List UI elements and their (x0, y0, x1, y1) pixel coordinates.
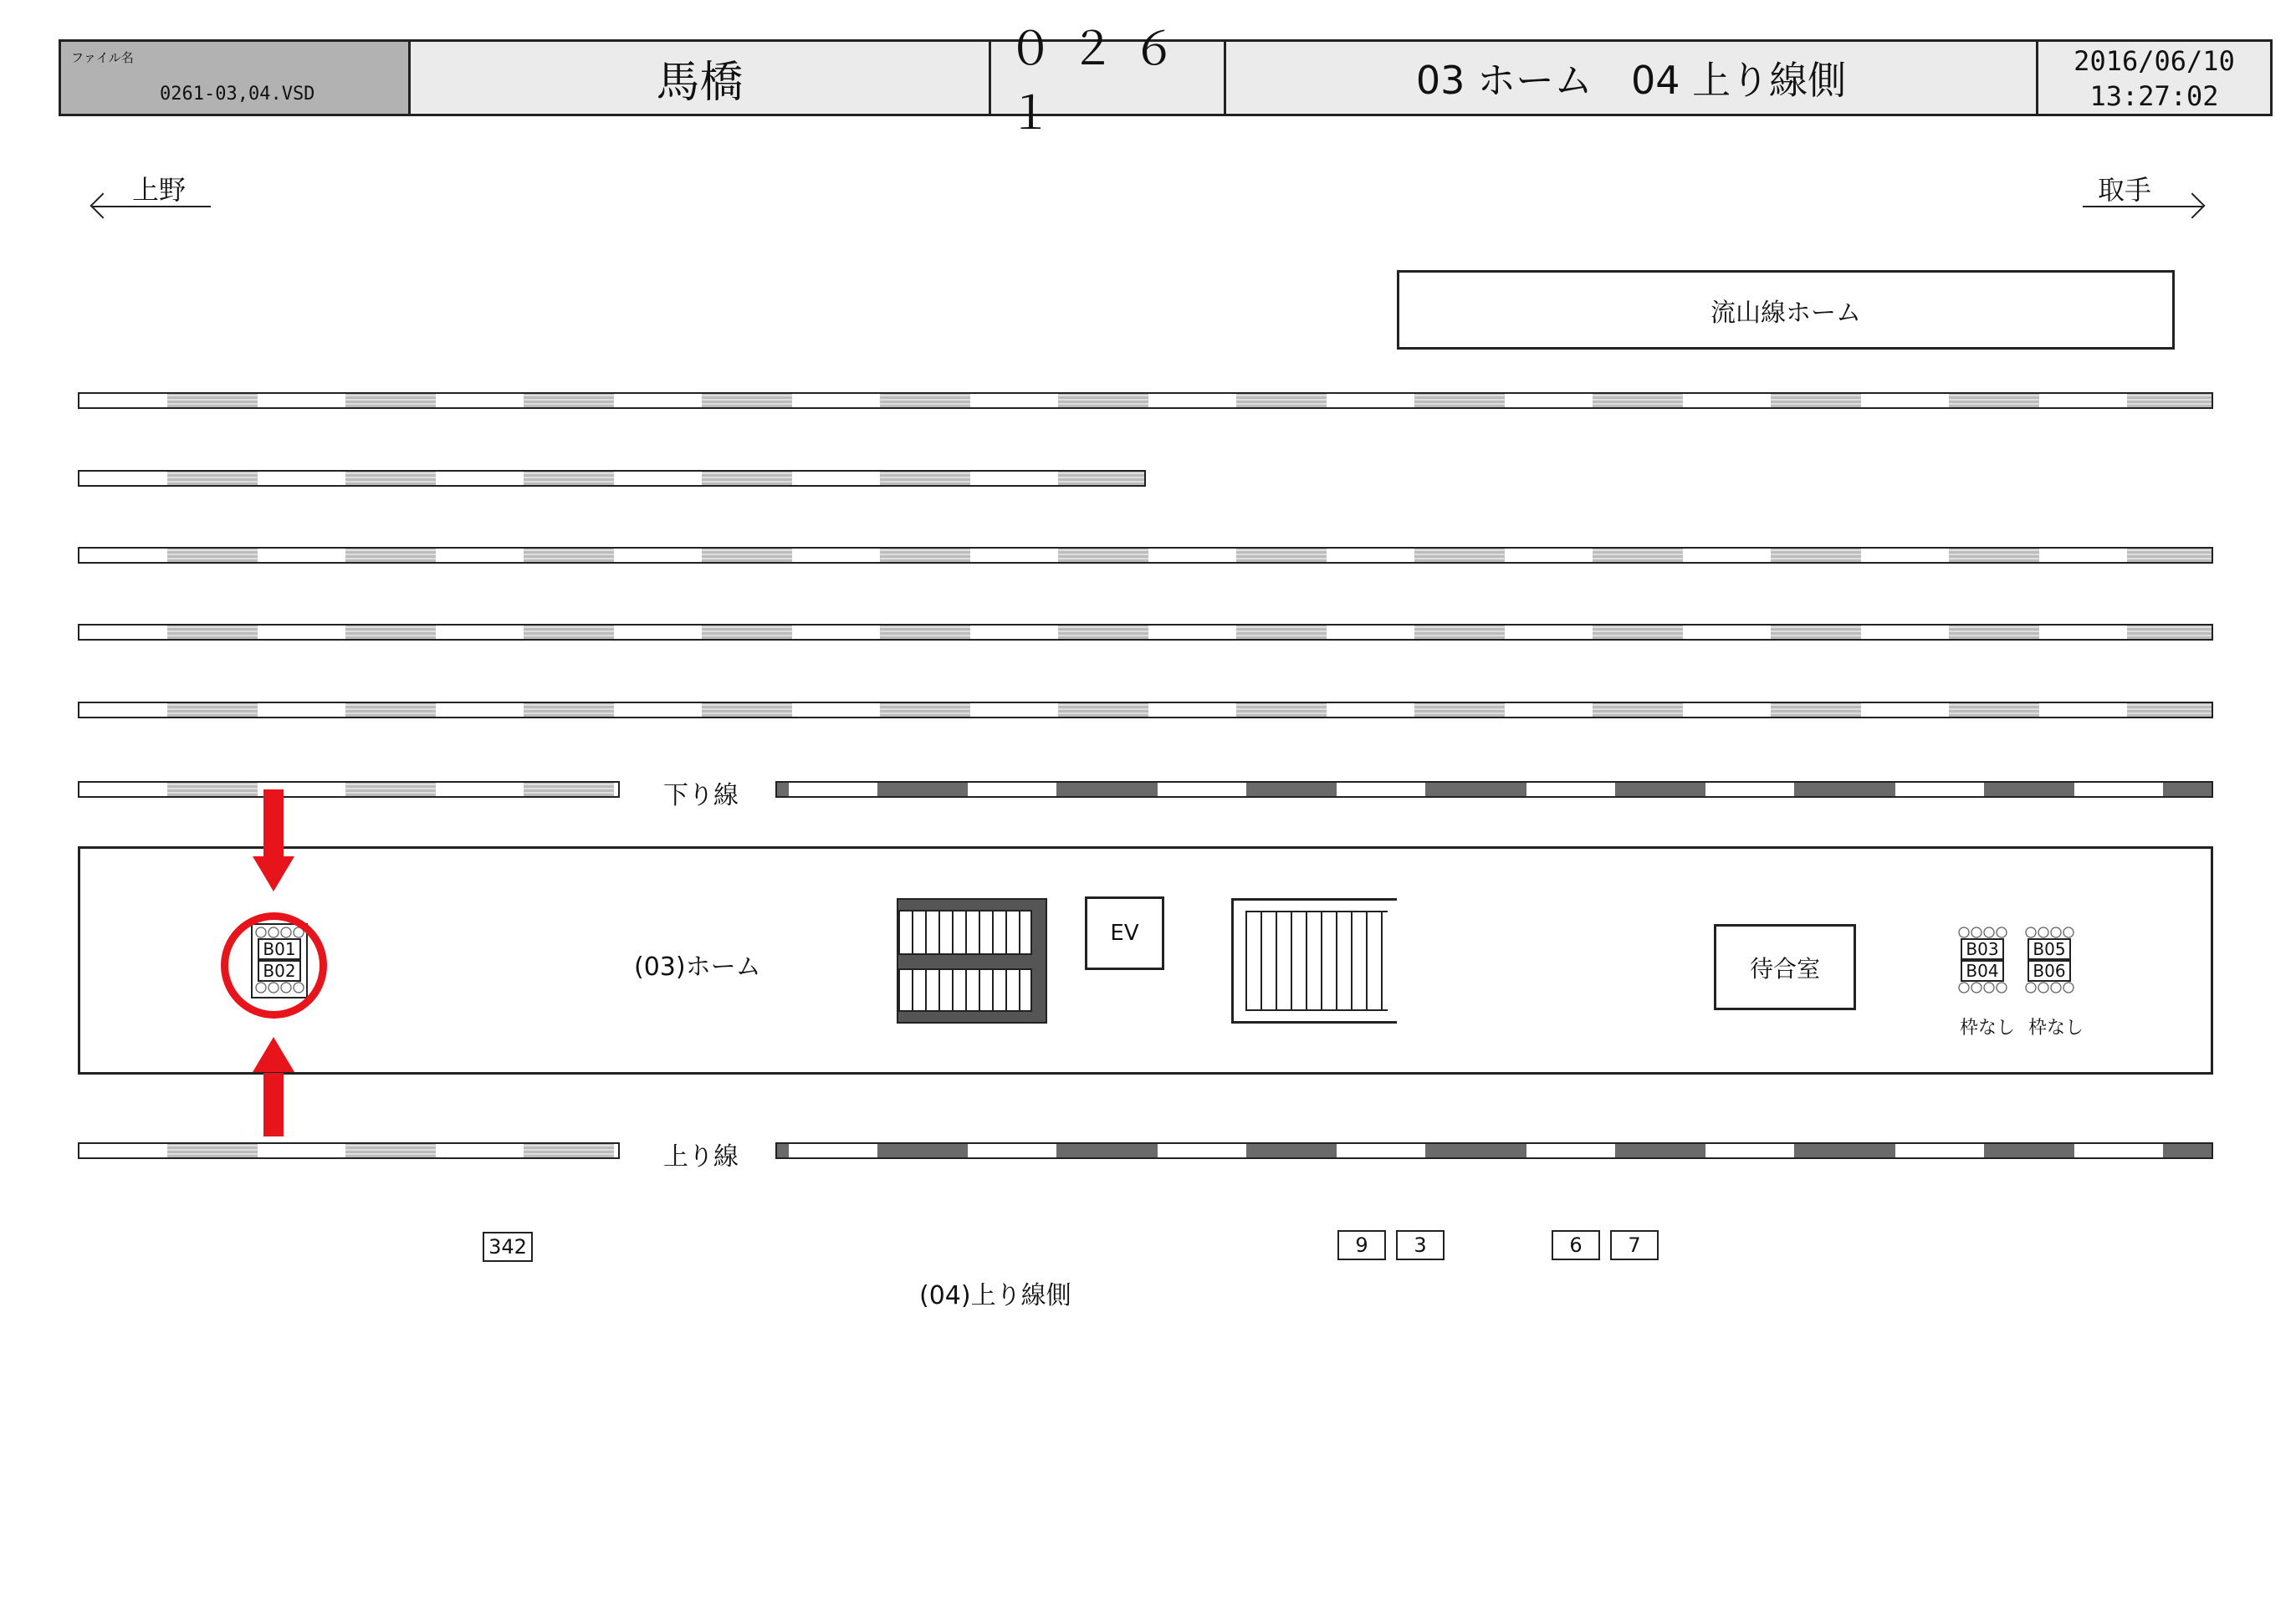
arrow-right-icon (2179, 192, 2205, 218)
board-cap-top (2024, 927, 2074, 938)
date-time-cell (2036, 39, 2273, 116)
board-b05-b06[interactable] (2024, 927, 2074, 997)
pillar-number: 3 (1396, 1230, 1445, 1260)
direction-left-label: 上野 (132, 174, 187, 206)
pillar-number: 9 (1337, 1230, 1386, 1260)
sheet-title: 03 ホーム 04 上り線側 (1224, 39, 2038, 116)
highlight-arrow-down-shaft (263, 789, 284, 858)
stairs-down (897, 898, 1047, 1024)
sheet-time: 13:27:02 (2089, 80, 2219, 112)
track-4 (78, 624, 2213, 641)
board-note-b03-b04: 枠なし (1960, 1018, 2016, 1039)
track-5 (78, 702, 2213, 718)
down-line-label: 下り線 (663, 781, 739, 810)
nagareyama-platform: 流山線ホーム (1397, 270, 2175, 350)
stairs-up (1231, 898, 1397, 1024)
track-2 (78, 470, 1146, 487)
arrow-down-icon (253, 856, 294, 891)
file-name-cell (59, 39, 411, 116)
board-code-b05: B05 (2028, 938, 2071, 960)
file-name-value: 0261-03,04.VSD (160, 84, 315, 105)
pillar-number: 342 (483, 1232, 533, 1262)
board-b03-b04[interactable] (1957, 927, 2007, 997)
up-line-track-east (775, 1142, 2213, 1159)
board-code-b01: B01 (258, 938, 301, 960)
board-code-b04: B04 (1961, 960, 2004, 982)
up-line-track-west (78, 1142, 620, 1159)
board-cap-bottom (1957, 982, 2007, 993)
board-code-b06: B06 (2028, 960, 2071, 982)
down-line-track-west (78, 781, 620, 798)
arrow-left-icon (89, 192, 115, 218)
up-line-side-label: (04)上り線側 (919, 1281, 1071, 1310)
direction-right-label: 取手 (2098, 174, 2152, 206)
highlight-circle (221, 912, 327, 1019)
down-line-track-east (775, 781, 2213, 798)
waiting-room: 待合室 (1714, 924, 1856, 1010)
board-cap-bottom (2024, 982, 2074, 993)
track-3 (78, 547, 2213, 564)
board-cap-top (1957, 927, 2007, 938)
sheet-date: 2016/06/10 (2074, 45, 2235, 77)
up-line-label: 上り線 (663, 1142, 739, 1172)
board-code-b02: B02 (258, 960, 301, 982)
elevator: EV (1085, 896, 1164, 970)
track-1 (78, 392, 2213, 409)
platform-label: (03)ホーム (634, 952, 761, 982)
file-name-label: ファイル名 (71, 50, 134, 65)
highlight-arrow-up-shaft (263, 1073, 284, 1136)
arrow-up-icon (253, 1037, 294, 1072)
board-code-b03: B03 (1961, 938, 2004, 960)
stairs-up-treads (1245, 911, 1388, 1011)
board-note-b05-b06: 枠なし (2028, 1018, 2084, 1039)
pillar-number: 7 (1610, 1230, 1659, 1260)
stairs-landing (898, 953, 1032, 970)
pillar-number: 6 (1552, 1230, 1600, 1260)
station-name: 馬橋 (408, 39, 991, 116)
station-code: ０２６１ (989, 39, 1226, 116)
